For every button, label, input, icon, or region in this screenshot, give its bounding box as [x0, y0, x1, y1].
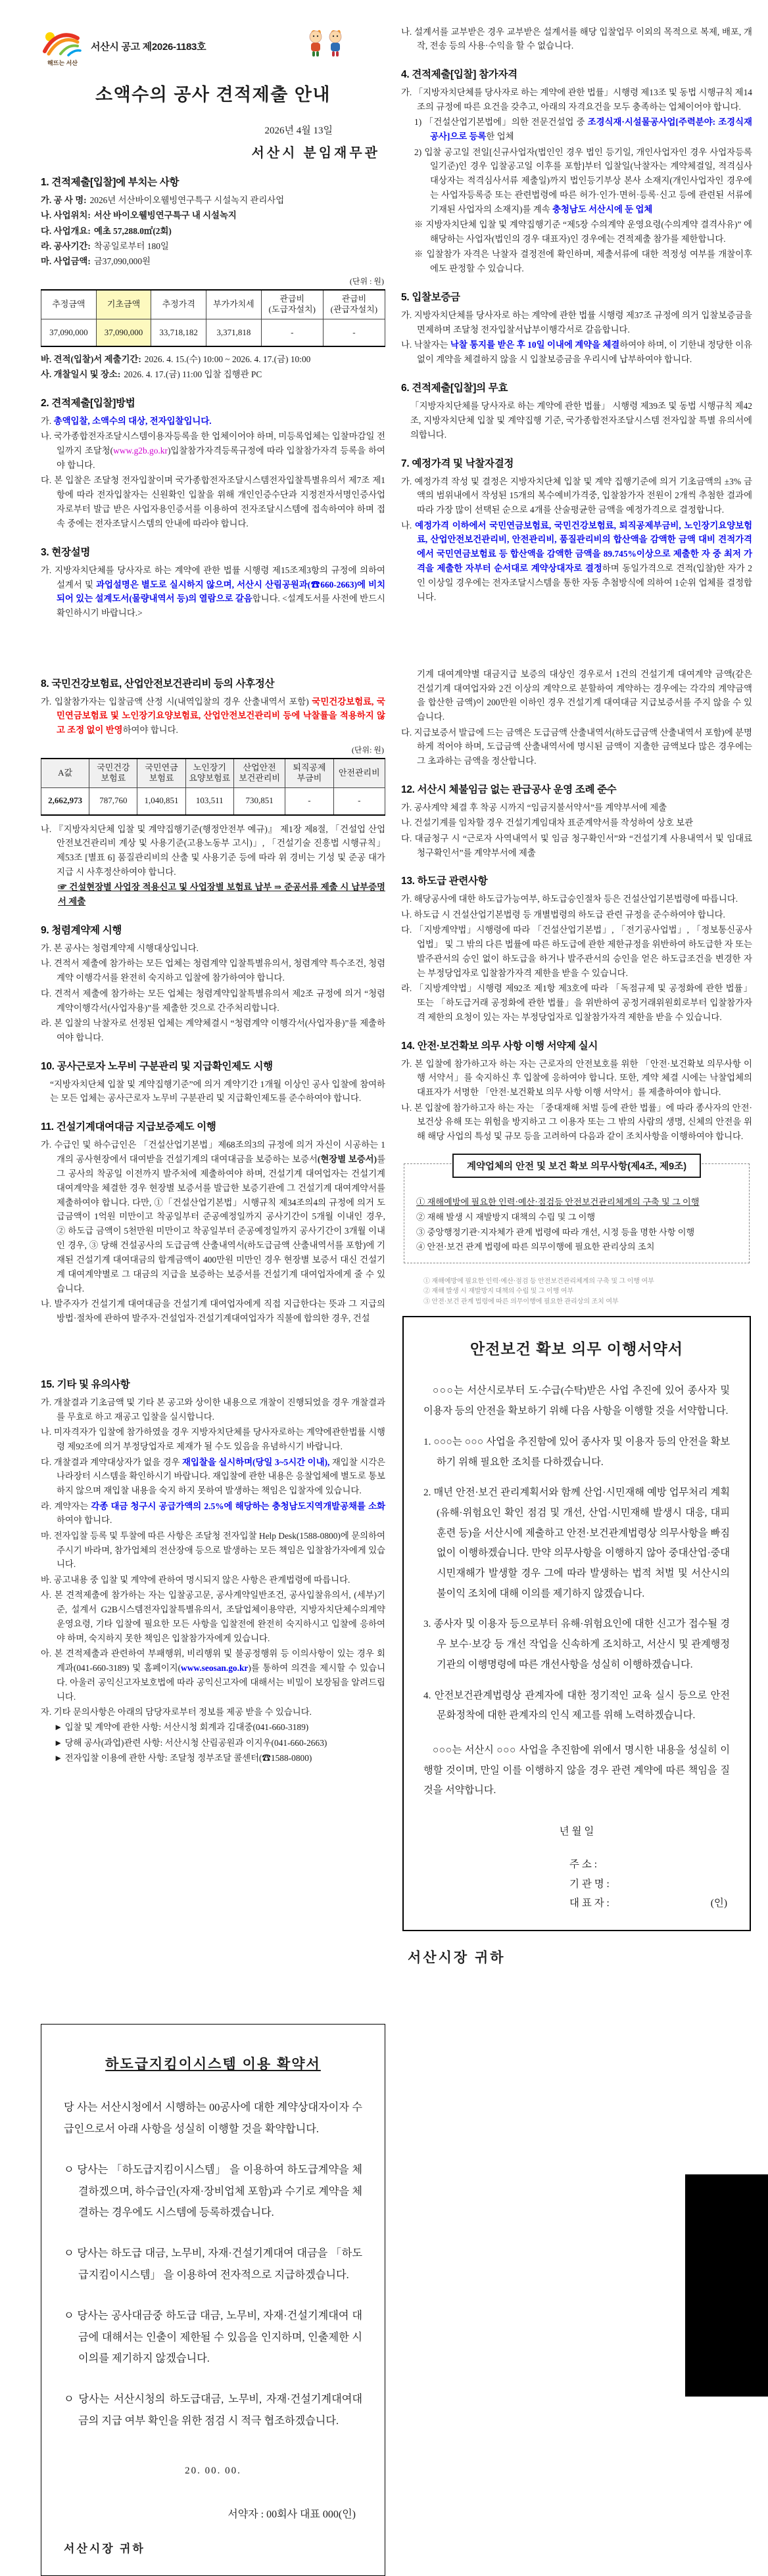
pledge-item: 2. 매년 안전·보건 관리계획서와 함께 산업·시민재해 예방 업무처리 계획(유해·위험요인 확인 점검 및 개선, 산업·시민재해 발생시 대응, 대피훈련 등)을 서산시에 제출하고 안전·보건관계법령상 의무사항을 빠짐없이 이행하겠습니다. 만약 의무사항을 이행하지 않아 중대산업·중대시민재해가 발생할 경우 그에 따라 발생하는 법적 처벌 및 서산시의 불이익 조치에 대해 이의를 제기하지 않겠습니다. — [423, 1487, 730, 1599]
item: 나. 견적서 제출에 참가하는 모든 업체는 청렴계약 입찰특별유의서, 청렴계약 특수조건, 청렴계약 이행각서를 완전히 숙지하고 입찰에 참가하여야 합니다. — [41, 958, 385, 983]
g2b-link[interactable]: www.g2b.go.kr — [113, 446, 168, 456]
obligation-item: ① 재해예방에 필요한 인력·예산·점검등 안전보건관리체계의 구축 및 그 이행 — [416, 1197, 700, 1207]
pact-intro: 당 사는 서산시청에서 시행하는 00공사에 대한 계약상대자이자 수급인으로서 아래 사항을 성실히 이행할 것을 확약합니다. — [64, 2101, 362, 2135]
footnote: ③ 안전·보건 관계 법령에 따른 의무이행에 필요한 관리상의 조치 여부 — [423, 1298, 619, 1305]
item: 바. 견적(입찰)서 제출기간: 2026. 4. 15.(수) 10:00 ~ 2026. 4. 17.(금) 10:00 — [41, 354, 311, 364]
table-header-row: 추정금액 기초금액 추정가격 부가가치세 관급비 (도급자설치) 관급비 (관급자설치) — [41, 290, 385, 319]
section-12-heading: 12. 서산시 체불임금 없는 관급공사 운영 조례 준수 — [401, 784, 617, 796]
item: 나. 미자격자가 입찰에 참가하였을 경우 지방자치단체를 당사자로하는 계약에관한법률 시행령 제92조에 의거 부정당업자로 제재가 될 수도 있음을 유념하시기 바랍니다. — [41, 1427, 385, 1452]
item: 마. 사업금액: 금37,090,000원 — [41, 256, 151, 267]
footnote: ② 재해 발생 시 재발방지 대책의 수립 및 그 이행 여부 — [423, 1288, 574, 1296]
obligation-item: ③ 중앙행정기관·지자체가 관계 법령에 따라 개선, 시정 등을 명한 사항 이행 — [416, 1227, 695, 1237]
section-7-heading: 7. 예정가격 및 낙찰자결정 — [401, 457, 514, 469]
section-3-cont-item: 나. 설계서를 교부받은 경우 교부받은 설계서를 해당 입찰업무 이외의 목적으로 복제, 배포, 개작, 전송 등의 사용·수익을 할 수 없습니다. — [401, 26, 752, 51]
pact-item: ㅇ 당사는 서산시청의 하도급대금, 노무비, 자재·건설기계대여대금의 지급 여부 확인을 위한 점검 시 적극 협조하겠습니다. — [64, 2393, 362, 2427]
obligation-box — [404, 1163, 750, 1263]
item: 아. 본 견적제출과 관련하여 부패행위, 비리행위 및 불공정행위 등 이의사항이 있는 경우 회계과(041-660-3189) 및 홈페이지(www.seosan.go.kr)를 통하여 의견을 제시할 수 있습니다. 아울러 공익신고자보호법에 따라 공익신고자에 대해서는 비밀이 보장됨을 알려드립니다. — [41, 1649, 386, 1702]
right-column — [401, 0, 752, 1967]
pact-item: ㅇ 당사는 공사대금중 하도급 대금, 노무비, 자재·건설기계대여 대금에 대해서는 인출이 제한될 수 있음을 인지하며, 인출제한 시 이의를 제기하지 않겠습니다. — [64, 2310, 362, 2364]
unit-note: (단위: 원) — [351, 745, 384, 755]
note-item: ※ 입찰참가 자격은 낙찰자 결정전에 확인하며, 제출서류에 대한 적정성 여부를 개찰이후에도 판정할 수 있습니다. — [414, 249, 752, 274]
item: 자. 기타 문의사항은 아래의 담당자로부터 정보를 제공 받을 수 있습니다. — [41, 1706, 312, 1717]
item: 다. 「지방계약법」시행령에 따라 「건설산업기본법」, 「전기공사업법」, 「정보통신공사업법」 및 그 밖의 다른 법률에 따른 하도급에 관한 제한규정을 위반하여 하도급한 자 또는 발주관서의 승인 없이 하도급을 하거나 발주관서의 승인을 얻은 하도급조건을 변경한 자는 부정당업자로 입찰참가자격 제한을 받을 수 있습니다. — [401, 925, 752, 978]
pledge-intro: ○○○는 서산시로부터 도·수급(수탁)받은 사업 추진에 있어 종사자 및 이용자 등의 안전을 확보하기 위해 다음 사항을 이행할 것을 서약합니다. — [423, 1385, 730, 1417]
seal-mark: (인) — [710, 1897, 727, 1909]
section-2 — [41, 395, 385, 531]
notice-date: 2026년 4월 13일 — [264, 126, 333, 136]
unit-note: (단위 : 원) — [349, 277, 384, 287]
item: 가. 예정가격 작성 및 결정은 지방자치단체 입찰 및 계약 집행기준에 의거 기초금액의 ±3% 금액의 범위내에서 작성된 15개의 복수예비가격중, 입찰참가자 전원이 2개씩 추첨한 결과에 따라 가장 많이 선택된 순으로 4개를 산술평균한 금액을 예정가격으로 결정합니다. — [401, 476, 752, 515]
logo-caption: 해뜨는 서산 — [47, 60, 78, 66]
item: 나. 하도급 시 건설산업기본법령 등 개별법령의 하도급 관련 규정을 준수하여야 합니다. — [401, 909, 725, 920]
section-9-heading: 9. 청렴계약제 시행 — [41, 925, 122, 937]
item: 라. 계약자는 각종 대금 청구시 공급가액의 2.5%에 해당하는 충청남도지역개발공채를 소화하여야 합니다. — [41, 1501, 385, 1526]
obligation-item: ④ 안전·보건 관계 법령에 따른 의무이행에 필요한 관리상의 조치 — [416, 1242, 655, 1252]
section-12 — [401, 782, 752, 860]
left-column — [41, 0, 385, 2576]
item: 가. 개찰결과 기초금액 및 기타 본 공고와 상이한 내용으로 개찰이 진행되었을 경우 개찰결과를 무효로 하고 재공고 입찰을 실시합니다. — [41, 1397, 385, 1422]
pact-item: ㅇ 당사는 하도급 대금, 노무비, 자재·건설기계대여 대금을 「하도급지킴이시스템」 을 이용하여 전자적으로 지급하겠습니다. — [64, 2247, 362, 2281]
amount-table — [41, 289, 385, 347]
item: 다. 대금청구 시 “근로자 사역내역서 및 임금 청구확인서”와 “건설기계 사용내역서 및 임대료 청구확인서”를 계약부서에 제출 — [401, 833, 752, 858]
pledge-title: 안전보건 확보 의무 이행서약서 — [469, 1340, 683, 1358]
signature-address: 주 소 : — [569, 1859, 598, 1871]
item: 나. 본 입찰에 참가하고자 하는 자는 「중대재해 처벌 등에 관한 법률」에 따라 종사자의 안전·보건상 유해 또는 위험을 방지하고 그 이용자 또는 그 밖의 사람의 생명, 신체의 안전을 위해 해당 사업의 특성 및 규모 등을 고려하여 다음과 같이 조치사항을 이행하여야 합니다. — [401, 1102, 752, 1142]
item: 가. 「지방자치단체를 당사자로 하는 계약에 관한 법률」시행령 제13조 및 동법 시행규칙 제14조의 규정에 따른 요건을 갖추고, 아래의 자격요건을 모두 충족하는 업체이어야 합니다. — [401, 87, 752, 112]
pledge-item: 1. ○○○는 ○○○ 사업을 추진함에 있어 종사자 및 이용자 등의 안전을 확보하기 위해 필요한 조치를 다하겠습니다. — [423, 1436, 730, 1468]
sub-item: 2) 입찰 공고일 전일[신규사업자(법인인 경우 법인 등기일, 개인사업자인 경우 사업자등록일기준)인 경우 입찰공고일 이후를 포함]부터 입찰일(낙찰자는 계약체결일, 적격심사 대상자는 적격심사서류 제출일)까지 법인등기부상 본사 소재지(개인사업자인 경우에는 사업자등록증 또는 관련법령에 따른 허가·인가·면허·등록·신고 등에 관련된 서류에 기재된 사업자의 소재지)를 계속 충청남도 서산시에 둔 업체 — [414, 147, 752, 214]
obligation-footnotes — [423, 1276, 752, 1307]
section-14-heading: 14. 안전·보건확보 의무 사항 이행 서약제 실시 — [401, 1040, 598, 1052]
spacer — [41, 1326, 385, 1363]
item: 가. 지방자치단체를 당사자로 하는 계약에 관한 법률 시행령 제15조제3항의 규정에 의하여 설계서 및 과업설명은 별도로 실시하지 않으며, 서산시 산림공원과(☎660-2663)에 비치되어 있는 설계도서(물량내역서 등)의 열람으로 갈음합니다. <설계도서를 사전에 반드시 확인하시기 바랍니다.> — [41, 565, 386, 619]
scan-artifact-black-area — [685, 2174, 768, 2397]
item: 바. 공고내용 중 입찰 및 계약에 관하여 명시되지 않은 사항은 관계법령에 따릅니다. — [41, 1574, 350, 1585]
seosan-logo-icon — [43, 29, 82, 57]
pact-recipient: 서산시장 귀하 — [64, 2542, 145, 2556]
section-5-heading: 5. 입찰보증금 — [401, 292, 460, 304]
spacer — [401, 605, 752, 666]
section-15 — [41, 1376, 385, 1766]
section-3-heading: 3. 현장설명 — [41, 546, 91, 558]
section-4 — [401, 66, 752, 276]
pact-title: 하도급지킴이시스템 이용 확약서 — [105, 2057, 321, 2073]
contact-item: ► 당해 공사(과업)관련 사항: 서산시청 산림공원과 이지우(041-660-2663) — [54, 1737, 327, 1748]
item: 라. 본 입찰의 낙찰자로 선정된 업체는 계약체결시 “청렴계약 이행각서(사업자용)”를 제출하여야 합니다. — [41, 1018, 385, 1042]
pledge-recipient: 서산시장 귀하 — [408, 1950, 506, 1966]
item: 기계 대여계약별 대금지급 보증의 대상인 경우로서 1건의 건설기계 대여계약 금액(같은 건설기계 대여업자와 2건 이상의 계약으로 분할하여 계약하는 경우에는 각각의 계약금액을 합산한 금액)이 200만원 이하인 경우 건설기계 대여대금 지급보증서를 주지 않을 수 있습니다. — [417, 668, 752, 722]
seosan-mascots-icon — [305, 26, 346, 62]
item: 라. 공사기간: 착공일로부터 180일 — [41, 241, 169, 252]
item: 가. 지방자치단체를 당사자로 하는 계약에 관한 법률 시행령 제37조 규정에 의거 입찰보증금을 면제하며 조달청 전자입찰서납부이행각서로 갈음합니다. — [401, 310, 752, 335]
section-1 — [41, 174, 385, 382]
section-6 — [401, 380, 752, 442]
item: 나. 국가종합전자조달시스템이용자등록을 한 업체이어야 하며, 미등록업체는 입찰마감일 전일까지 조달청(www.g2b.go.kr)입찰참가자격등록규정에 따라 입찰참가자격 등록을 하여야 합니다. — [41, 431, 385, 470]
section-6-heading: 6. 견적제출[입찰]의 무효 — [401, 383, 508, 394]
section-14 — [401, 1038, 752, 1307]
item: 나. 예정가격 이하에서 국민연금보험료, 국민건강보험료, 퇴직공제부금비, 노인장기요양보험료, 산업안전보건관리비, 안전관리비, 품질관리비의 합산액을 감액한 금액 대비 견적가격에서 국민연금보험료 등 합산액을 감액한 금액을 89.745%이상으로 제출한 자 중 최저 가격을 제출한 자부터 순서대로 계약상대자로 결정하며 동일가격으로 견적(입찰)한 자가 2인 이상일 경우에는 전자조달시스템을 통한 자동 추첨방식에 의하여 1순위 업체를 결정합니다. — [401, 520, 753, 602]
notice-issuer: 서산시 분임재무관 — [251, 146, 380, 160]
item: 가. 총액입찰, 소액수의 대상, 전자입찰입니다. — [41, 415, 212, 426]
pact-item: ㅇ 당사는 「하도급지킴이시스템」 을 이용하여 하도급계약을 체결하겠으며, 하수급인(자재·장비업체 포함)과 수기로 계약을 체결하는 경우에도 시스템에 등록하겠습니다. — [64, 2164, 362, 2218]
section-11-heading: 11. 건설기계대여대금 지급보증제도 이행 — [41, 1121, 216, 1133]
item: 다. 본 입찰은 조달청 전자입찰이며 국가종합전자조달시스템전자입찰특별유의서 제7조 제1항에 따라 전자입찰자는 신원확인 입찰을 위해 개인인증수단과 지정전자서명인증사업자로부터 발급 받은 사업자용인증서를 이용하여 전자조달시스템에 접속하여야 하며 접속 중에는 전자조달시스템의 안내에 따라야 합니다. — [41, 475, 385, 528]
signature-date-line: 년 월 일 — [559, 1826, 594, 1838]
section-8 — [41, 676, 385, 910]
seosan-homepage-link[interactable]: www.seosan.go.kr — [181, 1662, 249, 1673]
section-7 — [401, 456, 752, 605]
item: 가. 공사계약 체결 후 착공 시까지 “임금지불서약서”를 계약부서에 제출 — [401, 803, 667, 813]
section-10-heading: 10. 공사근로자 노무비 구분관리 및 지급확인제도 시행 — [41, 1060, 273, 1072]
section-9 — [41, 922, 385, 1044]
signature-block — [569, 1855, 730, 1913]
document-header — [41, 29, 385, 67]
item: 사. 개찰일시 및 장소: 2026. 4. 17.(금) 11:00 입찰 집행관 PC — [41, 369, 262, 380]
sub-item: 1) 「건설산업기본법에」의한 전문건설업 중 조경식재·시설물공사업[주력분야: 조경식재공사]으로 등록한 업체 — [414, 117, 752, 142]
section-10 — [41, 1058, 385, 1106]
item: “지방자치단체 입찰 및 계약집행기준”에 의거 계약기간 1개월 이상인 공사 입찰에 참여하는 모든 업체는 공사근로자 노무비 구분관리 및 지급확인제도를 준수하여야 합니다. — [50, 1079, 385, 1104]
item: 나. 낙찰자는 낙찰 통지를 받은 후 10일 이내에 계약을 체결하여야 하며, 이 기한내 정당한 이유 없이 계약을 체결하지 않을 시 입찰보증금을 우리시에 납부하여야 합니다. — [401, 340, 752, 365]
item: 다. 개찰결과 계약대상자가 없을 경우 재입찰을 실시하며(당일 3~5시간 이내), 재입찰 시각은 나라장터 시스템을 확인하시기 바랍니다. 재입찰에 관한 내용은 응찰업체에 별도로 통보하지 않으며 재입찰 내용을 숙지 하지 못하여 발생하는 책임은 입찰자에 있습니다. — [41, 1457, 385, 1496]
item: 나. 발주자가 건설기계 대여대금을 건설기계 대여업자에게 직접 지급한다는 뜻과 그 지급의 방법·절차에 관하여 발주자·건설업자·건설기계대여업자가 직불에 합의한 경우, 건설 — [41, 1299, 385, 1323]
section-13 — [401, 873, 752, 1024]
item: 가. 수급인 및 하수급인은 「건설산업기본법」제68조의3의 규정에 의거 자신이 시공하는 1개의 공사현장에서 대여받을 건설기계의 대여대금을 보증하는 보증서(현장별 보증서)를 그 공사의 착공일 이전까지 발주처에 제출하여야 하며, 건설기계 대여업자는 건설기계 대여계약을 체결한 경우 현장별 보증서를 발급한 보증기관에 그 건설기계 대여계약서를 제출하여야 합니다. 다만, ①「건설산업기본법」시행규칙 제34조의4의 규정에 의거 도급금액이 1억원 미만이고 착공일부터 준공예정일까지 공사기간이 5개월 이내인 경우, ② 하도급 금액이 5천만원 미만이고 착공일부터 준공예정일까지 공사기간이 3개월 이내인 경우, ③ 당해 건설공사의 도급금액 산출내역서(하도급금액 산출내역서를 포함)에 기재된 건설기계 대여대금의 합계금액이 400만원 미만인 경우 현장별 보증서 대신 건설기계 대여계약별로 그 대금의 지급을 보증하는 보증서를 건설기계 대여업자에게 줄 수 있습니다. — [41, 1140, 385, 1294]
pact-signer: 서약자 : 00회사 대표 000(인) — [228, 2509, 356, 2521]
spacer — [401, 0, 752, 24]
table-row: 37,090,000 37,090,000 33,718,182 3,371,818 - - — [41, 319, 385, 346]
spacer — [41, 1766, 385, 2024]
footnote: ① 재해예방에 필요한 인력·예산·점검 등 안전보건관리체계의 구축 및 그 이행 여부 — [423, 1277, 654, 1285]
section-1-heading: 1. 견적제출[입찰]에 부치는 사항 — [41, 177, 180, 188]
item: 라. 「지방계약법」시행령 제92조 제1항 제3호에 따라 「독점규제 및 공정화에 관한 법률」 또는 「하도급거래 공정화에 관한 법률」을 위반하여 공정거래위원회로부터 입찰참가자격 제한의 요청이 있는 자는 부정당업자로 입찰참가자격 제한을 받을 수 있습니다. — [401, 983, 752, 1022]
item: 다. 사업개요: 예초 57,288.0㎡(2회) — [41, 225, 172, 236]
insurance-table — [41, 758, 385, 816]
item: 사. 본 견적제출에 참가하는 자는 입찰공고문, 공사계약일반조건, 공사입찰유의서, (세부)기준, 설계서 G2B시스템전자입찰특별유의서, 조달업체이용약관, 지방자치단체수의계약운영요령, 기타 입찰에 필요한 모든 사항을 입찰전에 완전히 숙지하시고 입찰에 응하여야 하며, 숙지하지 못한 책임은 입찰참가자에게 있습니다. — [41, 1590, 385, 1643]
section-4-heading: 4. 견적제출[입찰] 참가자격 — [401, 69, 517, 81]
item: 나. 사업위치: 서산 바이오웰빙연구특구 내 시설녹지 — [41, 210, 237, 221]
section-5 — [401, 289, 752, 367]
page-title: 소액수의 공사 견적제출 안내 — [95, 85, 331, 105]
item: 나. 『지방자치단체 입찰 및 계약집행기준(행정안전부 예규)』 제1장 제8절, 「건설업 산업안전보건관리비 계상 및 사용기준(고용노동부 고시)」, 「건설기술 진흥법 시행규칙」제53조 [별표 6] 품질관리비의 산출 및 사용기준 등에 따라 위 경비는 기성 및 준공 대가 지급 시 사후정산하여야 합니다. — [41, 824, 385, 878]
item: 「지방자치단체를 당사자로 하는 계약에 관한 법률」 시행령 제39조 및 동법 시행규칙 제42조, 지방자치단체 입찰 및 계약집행 기준, 국가종합전자조달시스템 전자입찰 특별 유의서에 의합니다. — [410, 401, 752, 440]
section-8-heading: 8. 국민건강보험료, 산업안전보건관리비 등의 사후정산 — [41, 678, 275, 690]
contact-item: ► 입찰 및 계약에 관한 사항: 서산시청 회계과 김대중(041-660-3189) — [54, 1722, 309, 1733]
section-11 — [41, 1119, 385, 1325]
obligation-box-title: 계약업체의 안전 및 보건 확보 의무사항(제4조, 제9조) — [452, 1154, 701, 1178]
item: 가. 본 입찰에 참가하고자 하는 자는 근로자의 안전보호를 위한 「안전·보건확보 의무사항 이행 서약서」를 숙지하신 후 입찰에 응하여야 합니다. 또한, 계약 체결 시에는 낙찰업체의 대표자가 서명한 「안전·보건확보 의무 사항 이행 서약서」를 제출하여야 합니다. — [401, 1058, 752, 1098]
item: 나. 건설기계를 임차할 경우 건설기계임대차 표준계약서를 작성하여 상호 보관 — [401, 818, 694, 828]
subcontract-pact-box — [41, 2024, 385, 2576]
table-row: 2,662,973 787,760 1,040,851 103,511 730,851 - - — [41, 787, 385, 815]
section-2-heading: 2. 견적제출[입찰]방법 — [41, 397, 135, 409]
item: 다. 지급보증서 발급에 드는 금액은 도급금액 산출내역서(하도급금액 산출내역서 포함)에 분명하게 적어야 하며, 도급금액 산출내역서에 명시된 금액이 지출한 금액보다 많은 경우에는 그 초과하는 금액을 정산합니다. — [401, 727, 752, 766]
pact-date: 20. 00. 00. — [185, 2466, 241, 2477]
contact-item: ► 전자입찰 이용에 관한 사항: 조달청 정부조달 콜센터(☎1588-0800) — [54, 1752, 312, 1763]
item: 마. 전자입찰 등록 및 투찰에 따른 사항은 조달청 전자입찰 Help Desk(1588-0800)에 문의하여 주시기 바라며, 참가업체의 전산장애 등으로 발생하는 모든 책임은 입찰참가자에게 있습니다. — [41, 1530, 385, 1570]
item: 가. 해당공사에 대한 하도급가능여부, 하도급승인절차 등은 건설산업기본법령에 따릅니다. — [401, 894, 738, 904]
pledge-closing: ○○○는 서산시 ○○○ 사업을 추진함에 위에서 명시한 내용을 성실히 이행할 것이며, 만일 이를 이행하지 않을 경우 관련 계약에 따른 책임을 질 것을 서약합니다. — [423, 1744, 730, 1796]
section-3 — [41, 544, 385, 621]
section-11-continuation — [401, 667, 752, 768]
item: 다. 견적서 제출에 참가하는 모든 업체는 청렴계약입찰특별유의서 제2조 규정에 의거 “청렴계약이행각서(사업자용)”를 제출한 것으로 간주처리합니다. — [41, 988, 385, 1013]
section-13-heading: 13. 하도급 관련사항 — [401, 876, 488, 887]
settlement-note: ☞ 건설현장별 사업장 적용신고 및 사업장별 보험료 납부 ⇒ 준공서류 제출 시 납부증명서 제출 — [58, 882, 385, 907]
pledge-item: 3. 종사자 및 이용자 등으로부터 유해·위험요인에 대한 신고가 접수될 경우 보수·보강 등 개선 작업을 신속하게 조치하고, 서산시 및 관계행정기관의 이행명령에 따른 개선사항을 성실히 이행하겠습니다. — [423, 1618, 730, 1670]
section-15-heading: 15. 기타 및 유의사항 — [41, 1379, 130, 1391]
seosan-logo — [41, 29, 84, 67]
signature-organization: 기 관 명 : — [569, 1878, 610, 1890]
pledge-item: 4. 안전보건관계법령상 관계자에 대한 정기적인 교육 실시 등으로 안전문화정착에 대한 관계자의 인식 제고를 위해 노력하겠습니다. — [423, 1689, 730, 1721]
safety-pledge-box — [402, 1316, 751, 1931]
table-header-row: A값 국민건강 보험료 국민연금 보험료 노인장기 요양보험료 산업안전 보건관리비 퇴직공제 부금비 안전관리비 — [41, 759, 385, 787]
note-item: ※ 지방자치단체 입찰 및 계약집행기준 “제5장 수의계약 운영요령(수의계약 결격사유)” 에 해당하는 사업자(법인의 경우 대표자)인 경우에는 견적제출 참가를 제한합니다. — [414, 220, 752, 245]
obligation-item: ② 재해 발생 시 재발방지 대책의 수립 및 그 이행 — [416, 1211, 596, 1222]
spacer — [41, 622, 385, 663]
item: 가. 본 공사는 청렴계약제 시행대상입니다. — [41, 943, 199, 954]
item: 가. 공 사 명: 2026년 서산바이오웰빙연구특구 시설녹지 관리사업 — [41, 195, 285, 205]
notice-number: 서산시 공고 제2026-1183호 — [91, 41, 206, 53]
signature-representative: 대 표 자 : (인) — [569, 1894, 730, 1913]
item: 가. 입찰참가자는 입찰금액 산정 시(내역입찰의 경우 산출내역서 포함) 국민건강보험료, 국민연금보험료 및 노인장기요양보험료, 산업안전보건관리비 등에 낙찰률을 적용하지 않고 조정 없이 반영하여야 합니다. — [41, 696, 385, 736]
